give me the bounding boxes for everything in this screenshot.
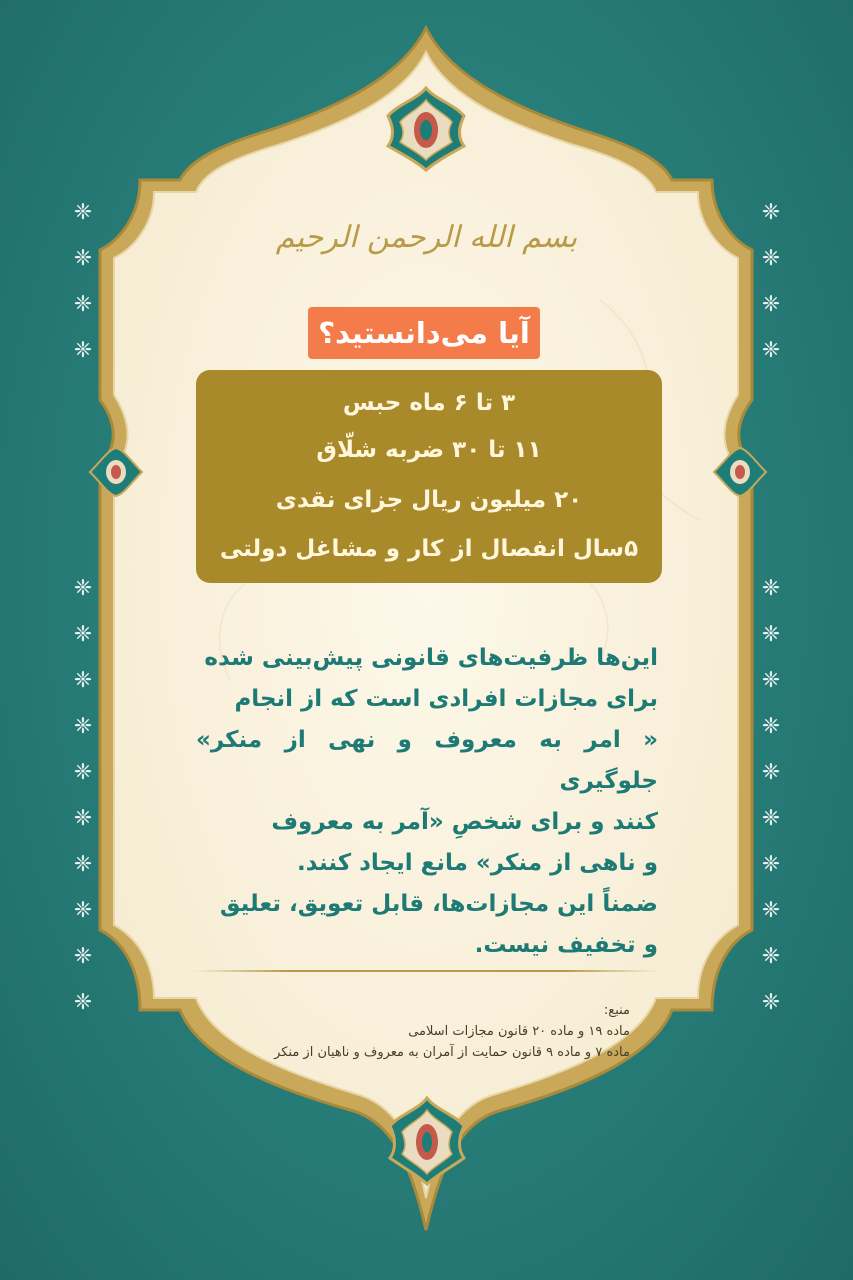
floral-icon: ❈ <box>73 200 93 225</box>
source-line: ماده ۷ و ماده ۹ قانون حمایت از آمران به معروف و ناهیان از منکر <box>274 1045 630 1060</box>
title-badge: آیا می‌دانستید؟ <box>308 307 540 359</box>
floral-icon: ❈ <box>73 760 93 785</box>
floral-icon: ❈ <box>761 806 781 831</box>
penalty-item: ۵سال انفصال از کار و مشاغل دولتی <box>219 536 639 562</box>
source-block <box>196 1000 630 1063</box>
source-label: منبع: <box>603 1003 630 1018</box>
floral-icon: ❈ <box>73 806 93 831</box>
floral-icon: ❈ <box>73 622 93 647</box>
floral-icon: ❈ <box>761 760 781 785</box>
floral-icon: ❈ <box>73 944 93 969</box>
body-line: برای مجازات افرادی است که از انجام <box>234 686 658 712</box>
floral-column-left-lower <box>70 576 96 1036</box>
floral-icon: ❈ <box>761 944 781 969</box>
source-line: ماده ۱۹ و ماده ۲۰ قانون مجازات اسلامی <box>408 1024 630 1039</box>
body-line: کنند و برای شخصِ «آمر به معروف <box>271 809 658 835</box>
floral-icon: ❈ <box>73 338 93 363</box>
medallion-icon <box>384 86 468 172</box>
body-line: « امر به معروف و نهی از منکر» جلوگیری <box>196 727 658 794</box>
floral-icon: ❈ <box>73 246 93 271</box>
ornament-icon <box>712 446 768 498</box>
ornament-icon <box>88 446 144 498</box>
body-line: و ناهی از منکر» مانع ایجاد کنند. <box>296 850 658 876</box>
floral-icon: ❈ <box>761 990 781 1015</box>
floral-icon: ❈ <box>761 622 781 647</box>
floral-column-right-lower <box>758 576 784 1036</box>
floral-icon: ❈ <box>761 338 781 363</box>
floral-icon: ❈ <box>761 898 781 923</box>
body-line: این‌ها ظرفیت‌های قانونی پیش‌بینی شده <box>204 645 658 671</box>
basmala: بسم الله الرحمن الرحيم <box>275 220 578 255</box>
penalties-box <box>196 370 662 583</box>
floral-icon: ❈ <box>73 990 93 1015</box>
floral-icon: ❈ <box>761 576 781 601</box>
floral-icon: ❈ <box>73 292 93 317</box>
penalty-item: ۲۰ میلیون ریال جزای نقدی <box>275 487 583 513</box>
floral-icon: ❈ <box>761 714 781 739</box>
penalty-item: ۱۱ تا ۳۰ ضربه شلّاق <box>316 437 542 463</box>
floral-icon: ❈ <box>73 898 93 923</box>
divider <box>193 970 659 972</box>
body-line: ضمناً این مجازات‌ها، قابل تعویق، تعلیق <box>219 891 658 917</box>
floral-icon: ❈ <box>761 852 781 877</box>
floral-icon: ❈ <box>73 714 93 739</box>
floral-icon: ❈ <box>73 852 93 877</box>
body-line: و تخفیف نیست. <box>474 932 658 958</box>
body-paragraph <box>196 638 658 966</box>
medallion-icon <box>388 1096 466 1186</box>
penalty-item: ۳ تا ۶ ماه حبس <box>342 390 516 416</box>
floral-icon: ❈ <box>761 668 781 693</box>
floral-icon: ❈ <box>761 200 781 225</box>
floral-icon: ❈ <box>73 668 93 693</box>
floral-icon: ❈ <box>761 246 781 271</box>
floral-icon: ❈ <box>761 292 781 317</box>
floral-icon: ❈ <box>73 576 93 601</box>
